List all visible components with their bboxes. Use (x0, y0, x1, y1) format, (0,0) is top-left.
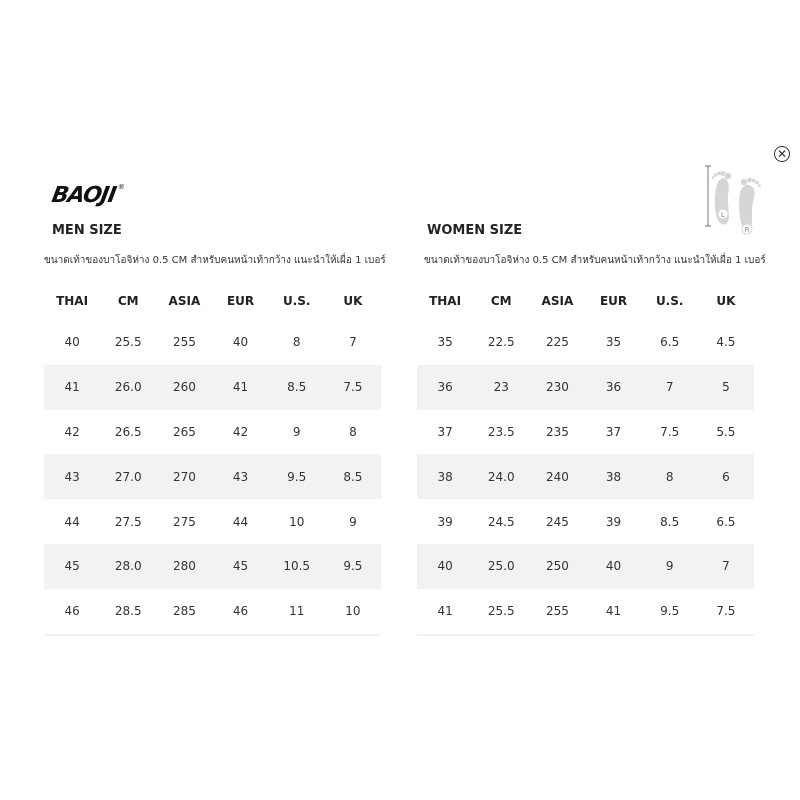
table-cell: 240 (529, 454, 585, 499)
table-cell: 9.5 (642, 589, 698, 634)
table-cell: 46 (44, 589, 100, 634)
women-table-header (417, 282, 754, 320)
table-row (44, 365, 381, 410)
table-cell: 43 (212, 454, 268, 499)
table-cell: 38 (585, 454, 641, 499)
table-cell: 6.5 (698, 499, 754, 544)
table-row (417, 499, 754, 544)
table-cell: 250 (529, 544, 585, 589)
women-size-note: ขนาดเท้าของบาโอจิห่าง 0.5 CM สำหรับคนหน้าเท้ากว้าง แนะนำให้เผื่อ 1 เบอร์ (424, 255, 766, 266)
column-header: U.S. (269, 282, 325, 320)
men-size-note: ขนาดเท้าของบาโอจิห่าง 0.5 CM สำหรับคนหน้าเท้ากว้าง แนะนำให้เผื่อ 1 เบอร์ (44, 255, 386, 266)
table-cell: 36 (585, 365, 641, 410)
table-cell: 45 (44, 544, 100, 589)
table-cell: 260 (156, 365, 212, 410)
table-row (417, 454, 754, 499)
brand-logo (50, 183, 126, 208)
column-header: UK (325, 282, 381, 320)
table-cell: 41 (585, 589, 641, 634)
table-cell: 41 (417, 589, 473, 634)
column-header: EUR (585, 282, 641, 320)
table-cell: 9 (325, 499, 381, 544)
table-cell: 38 (417, 454, 473, 499)
table-cell: 23 (473, 365, 529, 410)
table-row (44, 499, 381, 544)
column-header: CM (100, 282, 156, 320)
table-cell: 25.0 (473, 544, 529, 589)
table-cell: 28.0 (100, 544, 156, 589)
table-cell: 40 (212, 320, 268, 365)
registered-mark: ® (116, 183, 126, 191)
table-cell: 7.5 (642, 410, 698, 455)
table-cell: 27.5 (100, 499, 156, 544)
table-cell: 8.5 (269, 365, 325, 410)
table-cell: 9 (269, 410, 325, 455)
table-cell: 39 (417, 499, 473, 544)
brand-name: BAOJI (49, 183, 118, 208)
column-header: CM (473, 282, 529, 320)
table-cell: 9.5 (325, 544, 381, 589)
table-cell: 280 (156, 544, 212, 589)
table-cell: 8 (269, 320, 325, 365)
table-cell: 40 (585, 544, 641, 589)
table-cell: 24.5 (473, 499, 529, 544)
table-cell: 6 (698, 454, 754, 499)
table-cell: 5.5 (698, 410, 754, 455)
table-cell: 26.0 (100, 365, 156, 410)
table-cell: 39 (585, 499, 641, 544)
women-size-title: WOMEN SIZE (427, 223, 523, 238)
table-cell: 4.5 (698, 320, 754, 365)
column-header: ASIA (529, 282, 585, 320)
women-size-table (417, 282, 754, 634)
column-header: UK (698, 282, 754, 320)
table-cell: 270 (156, 454, 212, 499)
table-cell: 225 (529, 320, 585, 365)
table-cell: 37 (417, 410, 473, 455)
table-cell: 26.5 (100, 410, 156, 455)
column-header: U.S. (642, 282, 698, 320)
close-icon: ✕ (776, 147, 788, 161)
table-cell: 5 (698, 365, 754, 410)
table-cell: 28.5 (100, 589, 156, 634)
left-foot-label: L (721, 211, 725, 219)
column-header: THAI (417, 282, 473, 320)
table-cell: 10 (269, 499, 325, 544)
table-cell: 35 (585, 320, 641, 365)
table-cell: 11 (269, 589, 325, 634)
table-cell: 41 (212, 365, 268, 410)
table-row (44, 589, 381, 634)
table-cell: 285 (156, 589, 212, 634)
right-foot-label: R (744, 226, 750, 234)
table-row (44, 410, 381, 455)
table-cell: 275 (156, 499, 212, 544)
table-cell: 265 (156, 410, 212, 455)
table-cell: 44 (212, 499, 268, 544)
table-cell: 45 (212, 544, 268, 589)
table-cell: 255 (529, 589, 585, 634)
table-cell: 8 (642, 454, 698, 499)
table-cell: 40 (44, 320, 100, 365)
table-cell: 7 (325, 320, 381, 365)
table-cell: 24.0 (473, 454, 529, 499)
table-row (417, 589, 754, 634)
table-cell: 40 (417, 544, 473, 589)
table-cell: 23.5 (473, 410, 529, 455)
table-cell: 22.5 (473, 320, 529, 365)
table-cell: 27.0 (100, 454, 156, 499)
table-row (417, 410, 754, 455)
table-cell: 235 (529, 410, 585, 455)
table-row (417, 544, 754, 589)
table-cell: 255 (156, 320, 212, 365)
table-cell: 43 (44, 454, 100, 499)
table-row (417, 320, 754, 365)
men-table-header (44, 282, 381, 320)
close-button[interactable] (774, 146, 790, 162)
table-cell: 37 (585, 410, 641, 455)
column-header: ASIA (156, 282, 212, 320)
table-cell: 8.5 (325, 454, 381, 499)
table-cell: 35 (417, 320, 473, 365)
table-cell: 8 (325, 410, 381, 455)
table-cell: 36 (417, 365, 473, 410)
table-cell: 6.5 (642, 320, 698, 365)
column-header: EUR (212, 282, 268, 320)
table-cell: 245 (529, 499, 585, 544)
table-cell: 8.5 (642, 499, 698, 544)
table-cell: 42 (44, 410, 100, 455)
table-cell: 7.5 (325, 365, 381, 410)
table-row (417, 365, 754, 410)
table-cell: 25.5 (100, 320, 156, 365)
table-row (44, 544, 381, 589)
table-cell: 9 (642, 544, 698, 589)
table-cell: 46 (212, 589, 268, 634)
men-size-title: MEN SIZE (52, 223, 122, 238)
table-cell: 7 (698, 544, 754, 589)
table-cell: 10.5 (269, 544, 325, 589)
men-size-table (44, 282, 381, 634)
feet-diagram-icon (702, 164, 764, 236)
column-header: THAI (44, 282, 100, 320)
table-cell: 41 (44, 365, 100, 410)
table-cell: 25.5 (473, 589, 529, 634)
table-row (44, 320, 381, 365)
table-cell: 7.5 (698, 589, 754, 634)
table-cell: 9.5 (269, 454, 325, 499)
table-cell: 230 (529, 365, 585, 410)
table-cell: 42 (212, 410, 268, 455)
table-cell: 10 (325, 589, 381, 634)
table-cell: 7 (642, 365, 698, 410)
table-cell: 44 (44, 499, 100, 544)
table-row (44, 454, 381, 499)
